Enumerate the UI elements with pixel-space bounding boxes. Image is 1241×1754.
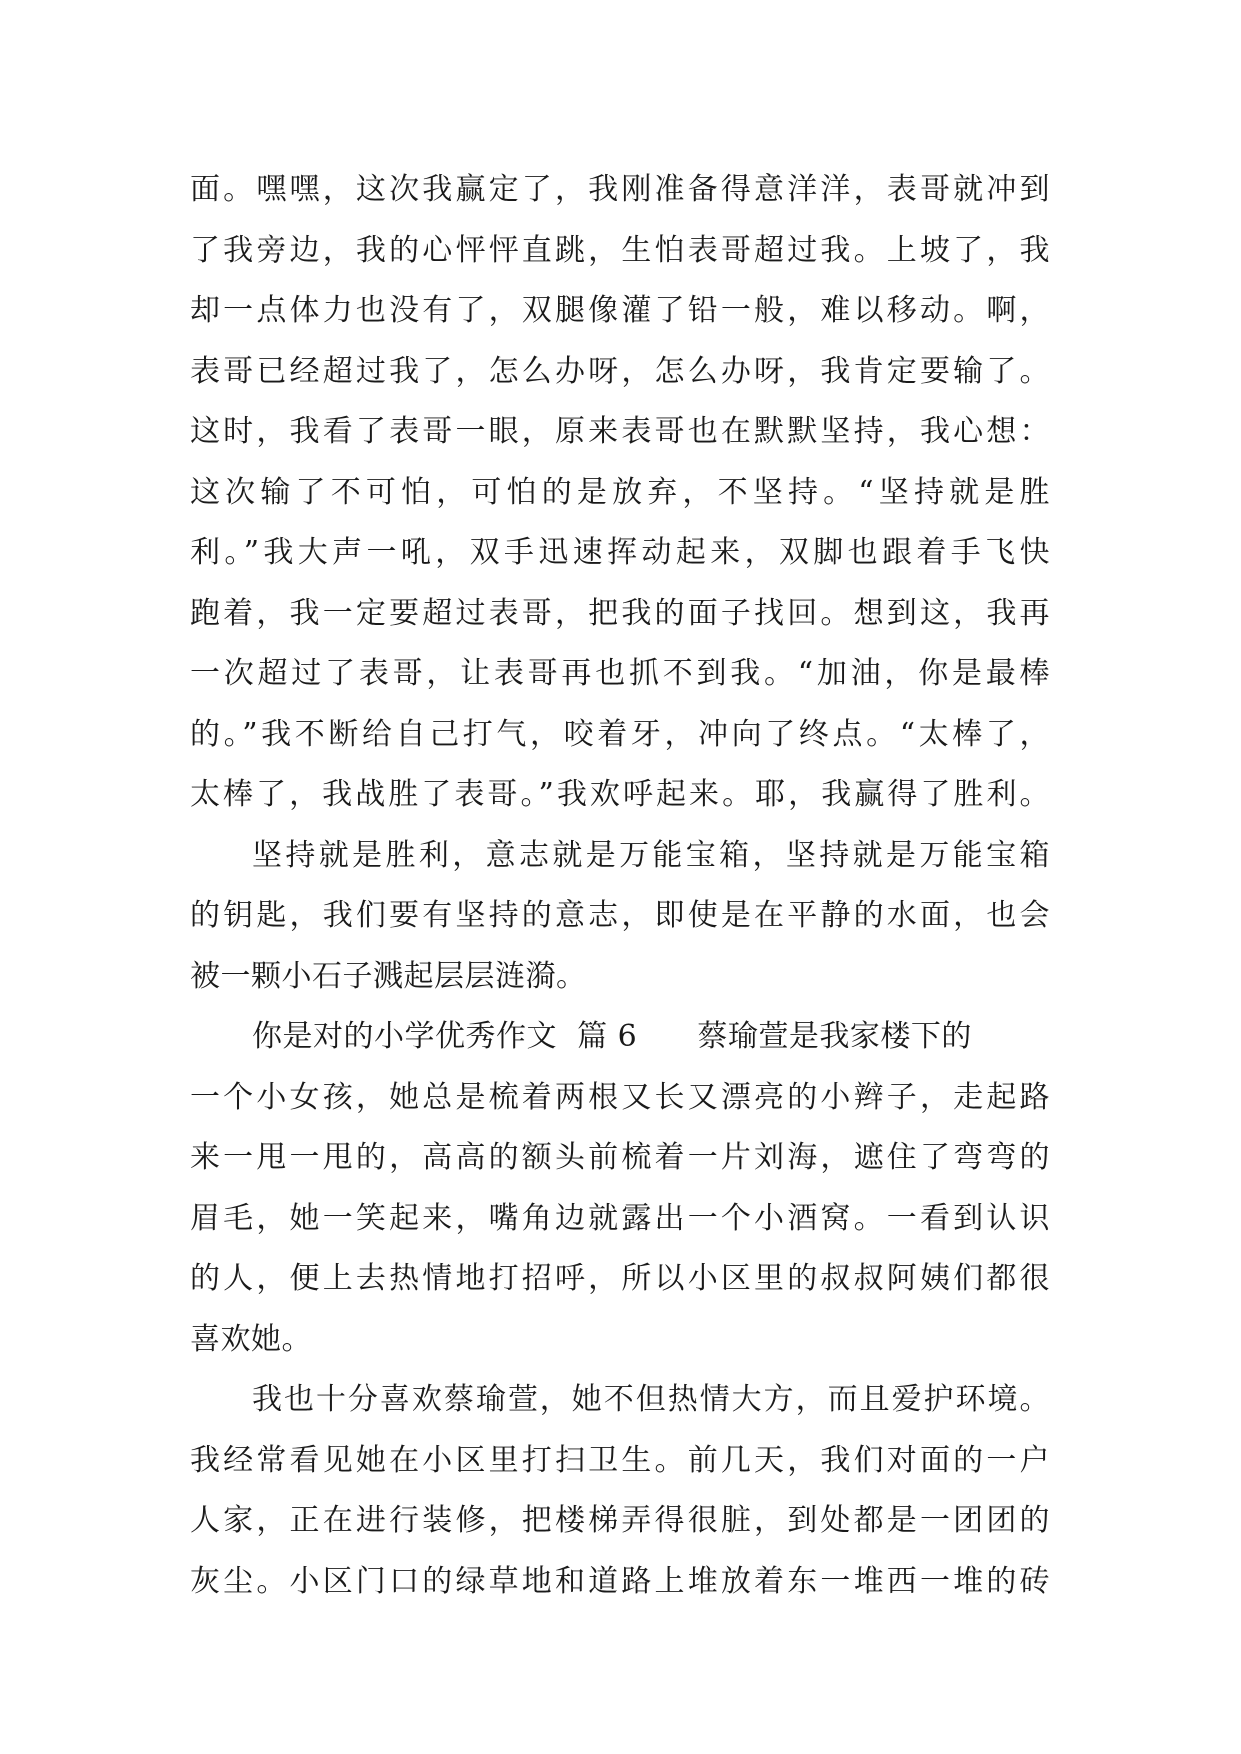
text-line: 我经常看见她在小区里打扫卫生。前几天，我们对面的一户 — [190, 1442, 1050, 1478]
text-line: 的。”我不断给自己打气，咬着牙，冲向了终点。“太棒了， — [190, 716, 1050, 752]
text-line: 这次输了不可怕，可怕的是放弃，不坚持。“坚持就是胜 — [190, 474, 1050, 510]
text-line: 跑着，我一定要超过表哥，把我的面子找回。想到这，我再 — [190, 595, 1050, 631]
text-line: 的钥匙，我们要有坚持的意志，即使是在平静的水面，也会 — [190, 898, 1050, 933]
text-line: 被一颗小石子溅起层层涟漪。 — [190, 958, 587, 994]
text-line: 面。嘿嘿，这次我赢定了，我刚准备得意洋洋，表哥就冲到 — [190, 172, 1050, 207]
text-line: 人家，正在进行装修，把楼梯弄得很脏，到处都是一团团的 — [190, 1503, 1050, 1538]
paragraph-start-line: 我也十分喜欢蔡瑜萱，她不但热情大方，而且爱护环境。 — [252, 1382, 1050, 1417]
text-line: 利。”我大声一吼，双手迅速挥动起来，双脚也跟着手飞快 — [190, 535, 1050, 570]
text-line: 喜欢她。 — [190, 1321, 312, 1357]
text-line: 太棒了，我战胜了表哥。”我欢呼起来。耶，我赢得了胜利。 — [190, 777, 1050, 812]
text-line: 来一甩一甩的，高高的额头前梳着一片刘海，遮住了弯弯的 — [190, 1140, 1050, 1175]
body-text — [190, 160, 1050, 1612]
text-line: 了我旁边，我的心怦怦直跳，生怕表哥超过我。上坡了，我 — [190, 232, 1050, 268]
section-heading-line: 你是对的小学优秀作文 篇 6 蔡瑜萱是我家楼下的 — [252, 1019, 972, 1054]
text-line: 的人，便上去热情地打招呼，所以小区里的叔叔阿姨们都很 — [190, 1261, 1050, 1296]
text-line: 却一点体力也没有了，双腿像灌了铅一般，难以移动。啊， — [190, 293, 1050, 328]
text-line: 一个小女孩，她总是梳着两根又长又漂亮的小辫子，走起路 — [190, 1079, 1050, 1115]
text-line: 表哥已经超过我了，怎么办呀，怎么办呀，我肯定要输了。 — [190, 353, 1050, 389]
text-line: 灰尘。小区门口的绿草地和道路上堆放着东一堆西一堆的砖 — [190, 1563, 1050, 1599]
paragraph-start-line: 坚持就是胜利，意志就是万能宝箱，坚持就是万能宝箱 — [252, 837, 1050, 873]
text-line: 一次超过了表哥，让表哥再也抓不到我。“加油，你是最棒 — [190, 656, 1050, 691]
text-line: 这时，我看了表哥一眼，原来表哥也在默默坚持，我心想： — [190, 414, 1050, 449]
text-line: 眉毛，她一笑起来，嘴角边就露出一个小酒窝。一看到认识 — [190, 1200, 1050, 1236]
